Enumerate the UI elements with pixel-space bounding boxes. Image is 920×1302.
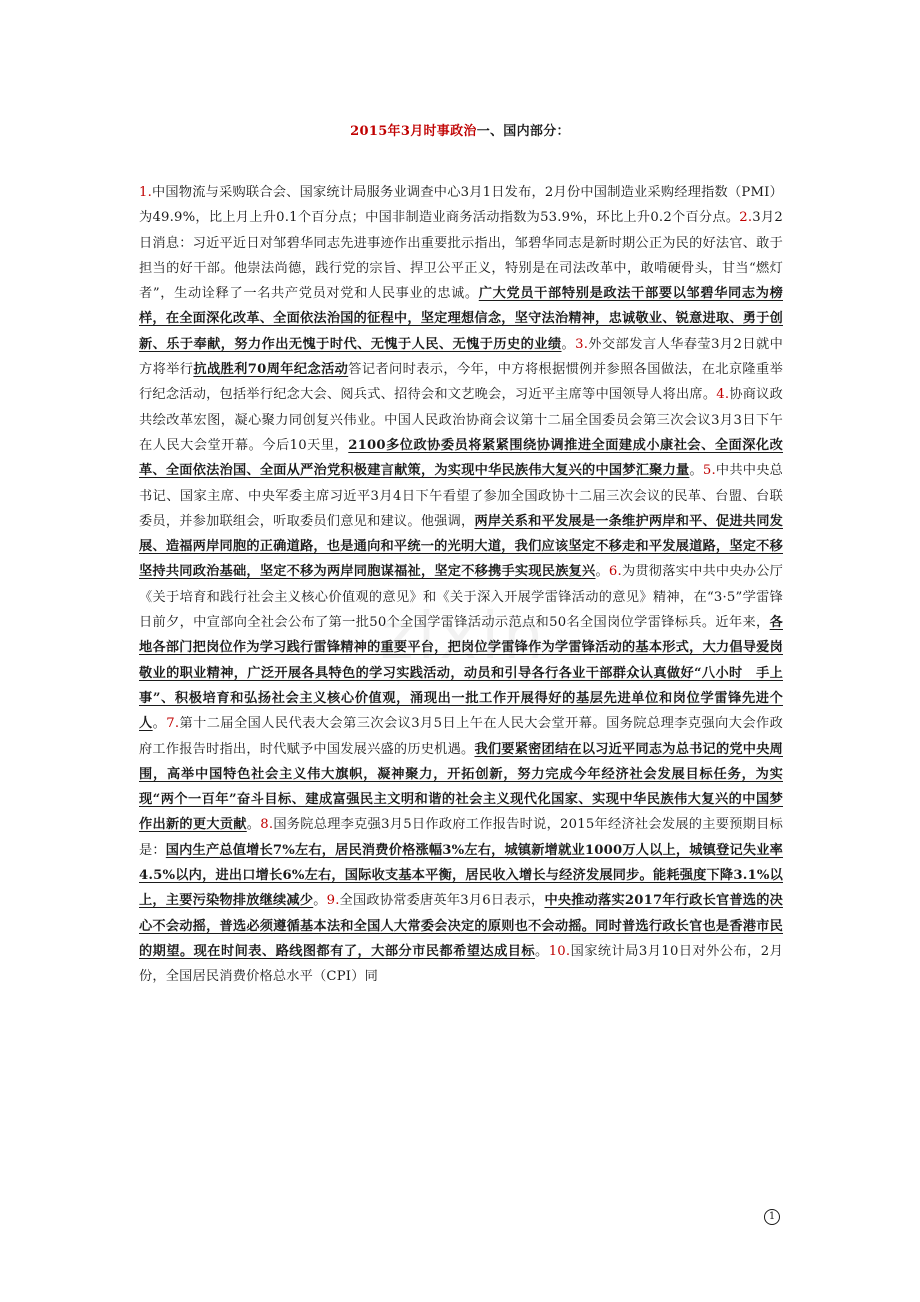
item-text: 。 [152,716,167,732]
item-number: 2. [739,210,753,226]
item-text: 。 [689,463,703,479]
item-text: 3月2日消息：习近平近日对邹碧华同志先进事迹作出重要批示指出，邹碧华同志是新时期公正为民的好法官、敢于担当的好干部。他崇法尚德，践行党的宗旨、捍卫公平正义，特别是在司法改革中，敢啃硬骨头，甘当“燃灯者”，生动诠释了一名共产党员对党和人民事业的忠诚。 [139,210,783,302]
item-number: 8. [260,817,274,833]
item-text: 。 [313,893,327,909]
key-point: 两岸关系和平发展是一条维护两岸和平、促进共同发展、造福两岸同胞的正确道路，也是通向和平统一的光明大道，我们应该坚定不移走和平发展道路，坚定不移坚持共同政治基础，坚定不移为两岸同胞谋福祉，坚定不移携手实现民族复兴 [139,513,783,580]
item-text: 。 [246,817,261,833]
item-text: 第十二届全国人民代表大会第三次会议3月5日上午在人民大会堂开幕。国务院总理李克强向大会作政府工作报告时指出，时代赋予中国发展兴盛的历史机遇。 [139,716,784,757]
item-text: 全国政协常委唐英年3月6日表示， [339,893,545,909]
item-text: 。 [595,564,609,580]
page-number: 1 [764,1209,780,1225]
item-text: 外交部发言人华春莹3月2日就中方将举行 [139,336,784,378]
item-number: 4. [716,387,730,403]
item-text: 答记者问时表示，今年，中方将根据惯例并参照各国做法，在北京隆重举行纪念活动，包括举行纪念大会、阅兵式、招待会和文艺晚会，习近平主席等中国领导人将出席。 [139,362,783,403]
key-point: 2100多位政协委员将紧紧围绕协调推进全面建成小康社会、全面深化改革、全面依法治国、全面从严治党积极建言献策，为实现中华民族伟大复兴的中国梦汇聚力量 [139,437,783,479]
watermark: zixin [380,600,548,674]
key-point: 广大党员干部特别是政法干部要以邹碧华同志为榜样，在全面深化改革、全面依法治国的征程中，坚定理想信念，坚守法治精神，忠诚敬业、锐意进取、勇于创新、乐于奉献，努力作出无愧于时代、无愧于人民、无愧于历史的业绩 [139,286,783,352]
item-number: 10. [548,943,571,959]
key-point: 中央推动落实2017年行政长官普选的决心不会动摇，普选必须遵循基本法和全国人大常委会决定的原则也不会动摇。同时普选行政长官也是香港市民的期望。现在时间表、路线图都有了，大部分市民都希望达成目标 [139,893,783,959]
item-text: 。 [561,336,576,352]
item-text: 中共中央总书记、国家主席、中央军委主席习近平3月4日下午看望了参加全国政协十二届三次会议的民革、台盟、台联委员，并参加联组会，听取委员们意见和建议。他强调， [139,463,784,529]
item-number: 3. [575,336,589,352]
key-point: 各地各部门把岗位作为学习践行雷锋精神的重要平台，把岗位学雷锋作为学雷锋活动的基本形式，大力倡导爱岗敬业的职业精神，广泛开展各具特色的学习实践活动，动员和引导各行各业干部群众认真做好“八小时 手上事”、积极培育和弘扬社会主义核心价值观，涌现出一批工作开展得好的基层先进单位和岗位学雷锋先进个人 [139,615,783,732]
item-number: 1. [139,185,152,200]
item-text: 中国物流与采购联合会、国家统计局服务业调查中心3月1日发布，2月份中国制造业采购经理指数（PMI）为49.9%，比上月上升0.1个百分点；中国非制造业商务活动指数为53.9%，环比上升0.2个百分点。 [139,185,783,226]
item-number: 9. [326,893,340,909]
title-date: 2015年3月时事政治 [350,124,477,139]
item-number: 7. [166,716,180,732]
item-text: 为贯彻落实中共中央办公厅《关于培育和践行社会主义核心价值观的意见》和《关于深入开展学雷锋活动的意见》精神，在“3·5”学雷锋日前夕，中宣部向全社会公布了第一批50个全国学雷锋活动示范点和50名全国岗位学雷锋标兵。近年来， [139,564,784,631]
document-title [0,120,920,139]
key-point: 国内生产总值增长7%左右，居民消费价格涨幅3%左右，城镇新增就业1000万人以上，城镇登记失业率4.5%以内，进出口增长6%左右，国际收支基本平衡，居民收入增长与经济发展同步。能耗强度下降3.1%以上，主要污染物排放继续减少 [139,842,783,909]
key-point: 我们要紧密团结在以习近平同志为总书记的党中央周围，高举中国特色社会主义伟大旗帜，凝神聚力，开拓创新，努力完成今年经济社会发展目标任务，为实现“两个一百年”奋斗目标、建成富强民主文明和谐的社会主义现代化国家、实现中华民族伟大复兴的中国梦作出新的更大贡献 [139,741,783,833]
key-point: 抗战胜利70周年纪念活动 [193,362,349,378]
title-section: 一、国内部分： [476,124,570,139]
item-number: 6. [608,564,622,580]
item-text: 国务院总理李克强3月5日作政府工作报告时说，2015年经济社会发展的主要预期目标是： [139,817,784,858]
item-text: 。 [535,943,549,959]
item-text: 国家统计局3月10日对外公布，2月份，全国居民消费价格总水平（CPI）同 [139,943,783,985]
item-text: 协商议政共绘改革宏图，凝心聚力同创复兴伟业。中国人民政治协商会议第十二届全国委员会第三次会议3月3日下午在人民大会堂开幕。今后10天里， [139,387,783,453]
item-number: 5. [702,463,716,479]
document-body [139,180,783,990]
